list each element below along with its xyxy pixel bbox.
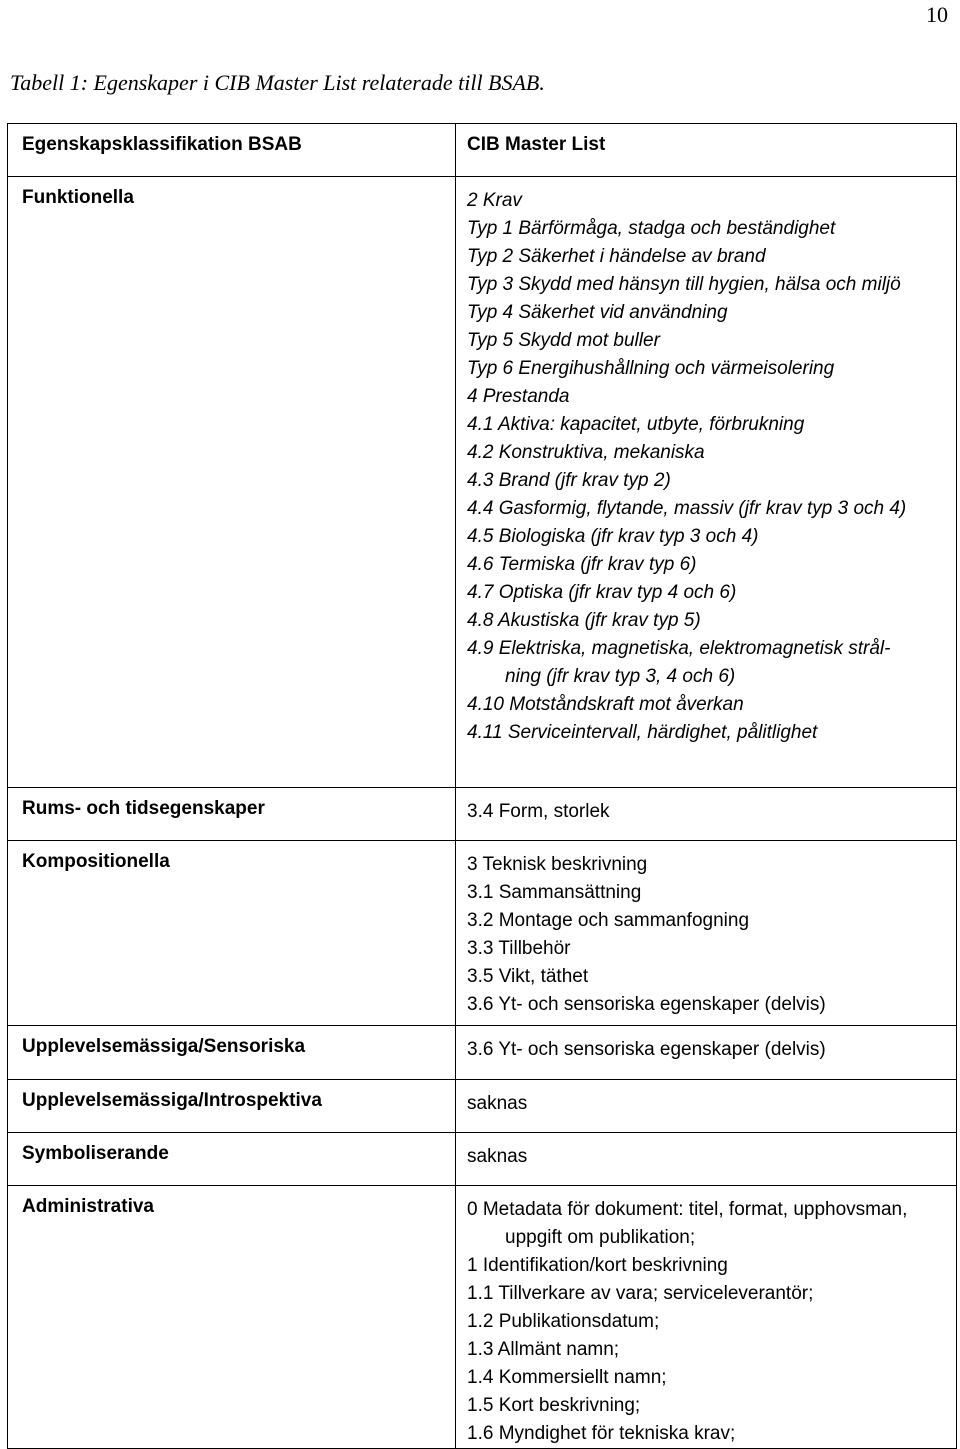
category-cell: Administrativa (8, 1186, 456, 1449)
header-cib-label: CIB Master List (467, 134, 606, 155)
cib-item: 4.9 Elektriska, magnetiska, elektromagnetisk strål- (467, 638, 891, 659)
cib-item: Typ 4 Säkerhet vid användning (467, 302, 728, 323)
cib-item: 1.1 Tillverkare av vara; serviceleverantör; (467, 1283, 814, 1304)
cib-cell (456, 1026, 957, 1080)
cib-cell (456, 788, 957, 841)
cib-item: 4.11 Serviceintervall, härdighet, pålitlighet (467, 722, 818, 743)
cib-item: 4.8 Akustiska (jfr krav typ 5) (467, 610, 701, 631)
cib-item: 3 Teknisk beskrivning (467, 854, 648, 875)
category-cell: Kompositionella (8, 841, 456, 1026)
category-cell: Upplevelsemässiga/Sensoriska (8, 1026, 456, 1080)
cib-item: 4.3 Brand (jfr krav typ 2) (467, 470, 671, 491)
cib-item: 3.6 Yt- och sensoriska egenskaper (delvis) (467, 1039, 826, 1060)
cib-item: 4.7 Optiska (jfr krav typ 4 och 6) (467, 582, 737, 603)
category-cell: Symboliserande (8, 1133, 456, 1186)
table-caption: Tabell 1: Egenskaper i CIB Master List relaterade till BSAB. (10, 70, 545, 95)
category-cell: Rums- och tidsegenskaper (8, 788, 456, 841)
cib-item: saknas (467, 1146, 528, 1167)
cib-item: 3.3 Tillbehör (467, 938, 571, 959)
table-row (8, 1080, 957, 1133)
table-row (8, 788, 957, 841)
cib-item: 1.3 Allmänt namn; (467, 1339, 620, 1360)
cib-item: 4.1 Aktiva: kapacitet, utbyte, förbrukning (467, 414, 805, 435)
table-header-row (8, 124, 957, 177)
cib-item: 2 Krav (467, 190, 522, 211)
cib-item: 3.5 Vikt, täthet (467, 966, 589, 987)
cib-item: 4.5 Biologiska (jfr krav typ 3 och 4) (467, 526, 759, 547)
category-cell: Upplevelsemässiga/Introspektiva (8, 1080, 456, 1133)
cib-item: 1.2 Publikationsdatum; (467, 1311, 660, 1332)
cib-item: saknas (467, 1093, 528, 1114)
table-row (8, 1186, 957, 1449)
cib-cell (456, 1080, 957, 1133)
cib-item: 3.6 Yt- och sensoriska egenskaper (delvis) (467, 994, 826, 1015)
cib-item: 4.4 Gasformig, flytande, massiv (jfr krav typ 3 och 4) (467, 498, 907, 519)
cib-cell (456, 177, 957, 788)
cib-cell (456, 1186, 957, 1449)
page-number: 10 (926, 2, 948, 27)
cib-item: 1.5 Kort beskrivning; (467, 1395, 641, 1416)
cib-item: 4.2 Konstruktiva, mekaniska (467, 442, 705, 463)
table-row (8, 1133, 957, 1186)
cib-item: 3.2 Montage och sammanfogning (467, 910, 750, 931)
cib-item: Typ 6 Energihushållning och värmeisolering (467, 358, 835, 379)
cib-item: 4.10 Motståndskraft mot åverkan (467, 694, 744, 715)
header-bsab: Egenskapsklassifikation BSAB (8, 124, 456, 177)
cib-item: 1.6 Myndighet för tekniska krav; (467, 1423, 736, 1444)
cib-item: Typ 5 Skydd mot buller (467, 330, 660, 351)
cib-item: 4 Prestanda (467, 386, 570, 407)
cib-cell (456, 841, 957, 1026)
cib-item: 4.6 Termiska (jfr krav typ 6) (467, 554, 697, 575)
cib-item: 1.4 Kommersiellt namn; (467, 1367, 667, 1388)
cib-item: ning (jfr krav typ 3, 4 och 6) (505, 666, 736, 687)
cib-item: uppgift om publikation; (505, 1227, 696, 1248)
cib-item: Typ 2 Säkerhet i händelse av brand (467, 246, 766, 267)
table-row (8, 1026, 957, 1080)
properties-table (7, 123, 957, 1449)
header-cib (456, 124, 957, 177)
cib-item: 1 Identifikation/kort beskrivning (467, 1255, 728, 1276)
cib-item: 3.1 Sammansättning (467, 882, 642, 903)
table-row (8, 177, 957, 788)
category-cell: Funktionella (8, 177, 456, 788)
cib-item: Typ 3 Skydd med hänsyn till hygien, hälsa och miljö (467, 274, 901, 295)
cib-item: 0 Metadata för dokument: titel, format, upphovsman, (467, 1199, 908, 1220)
cib-item: 3.4 Form, storlek (467, 801, 610, 822)
table-row (8, 841, 957, 1026)
cib-item: Typ 1 Bärförmåga, stadga och beständighet (467, 218, 836, 239)
cib-cell (456, 1133, 957, 1186)
